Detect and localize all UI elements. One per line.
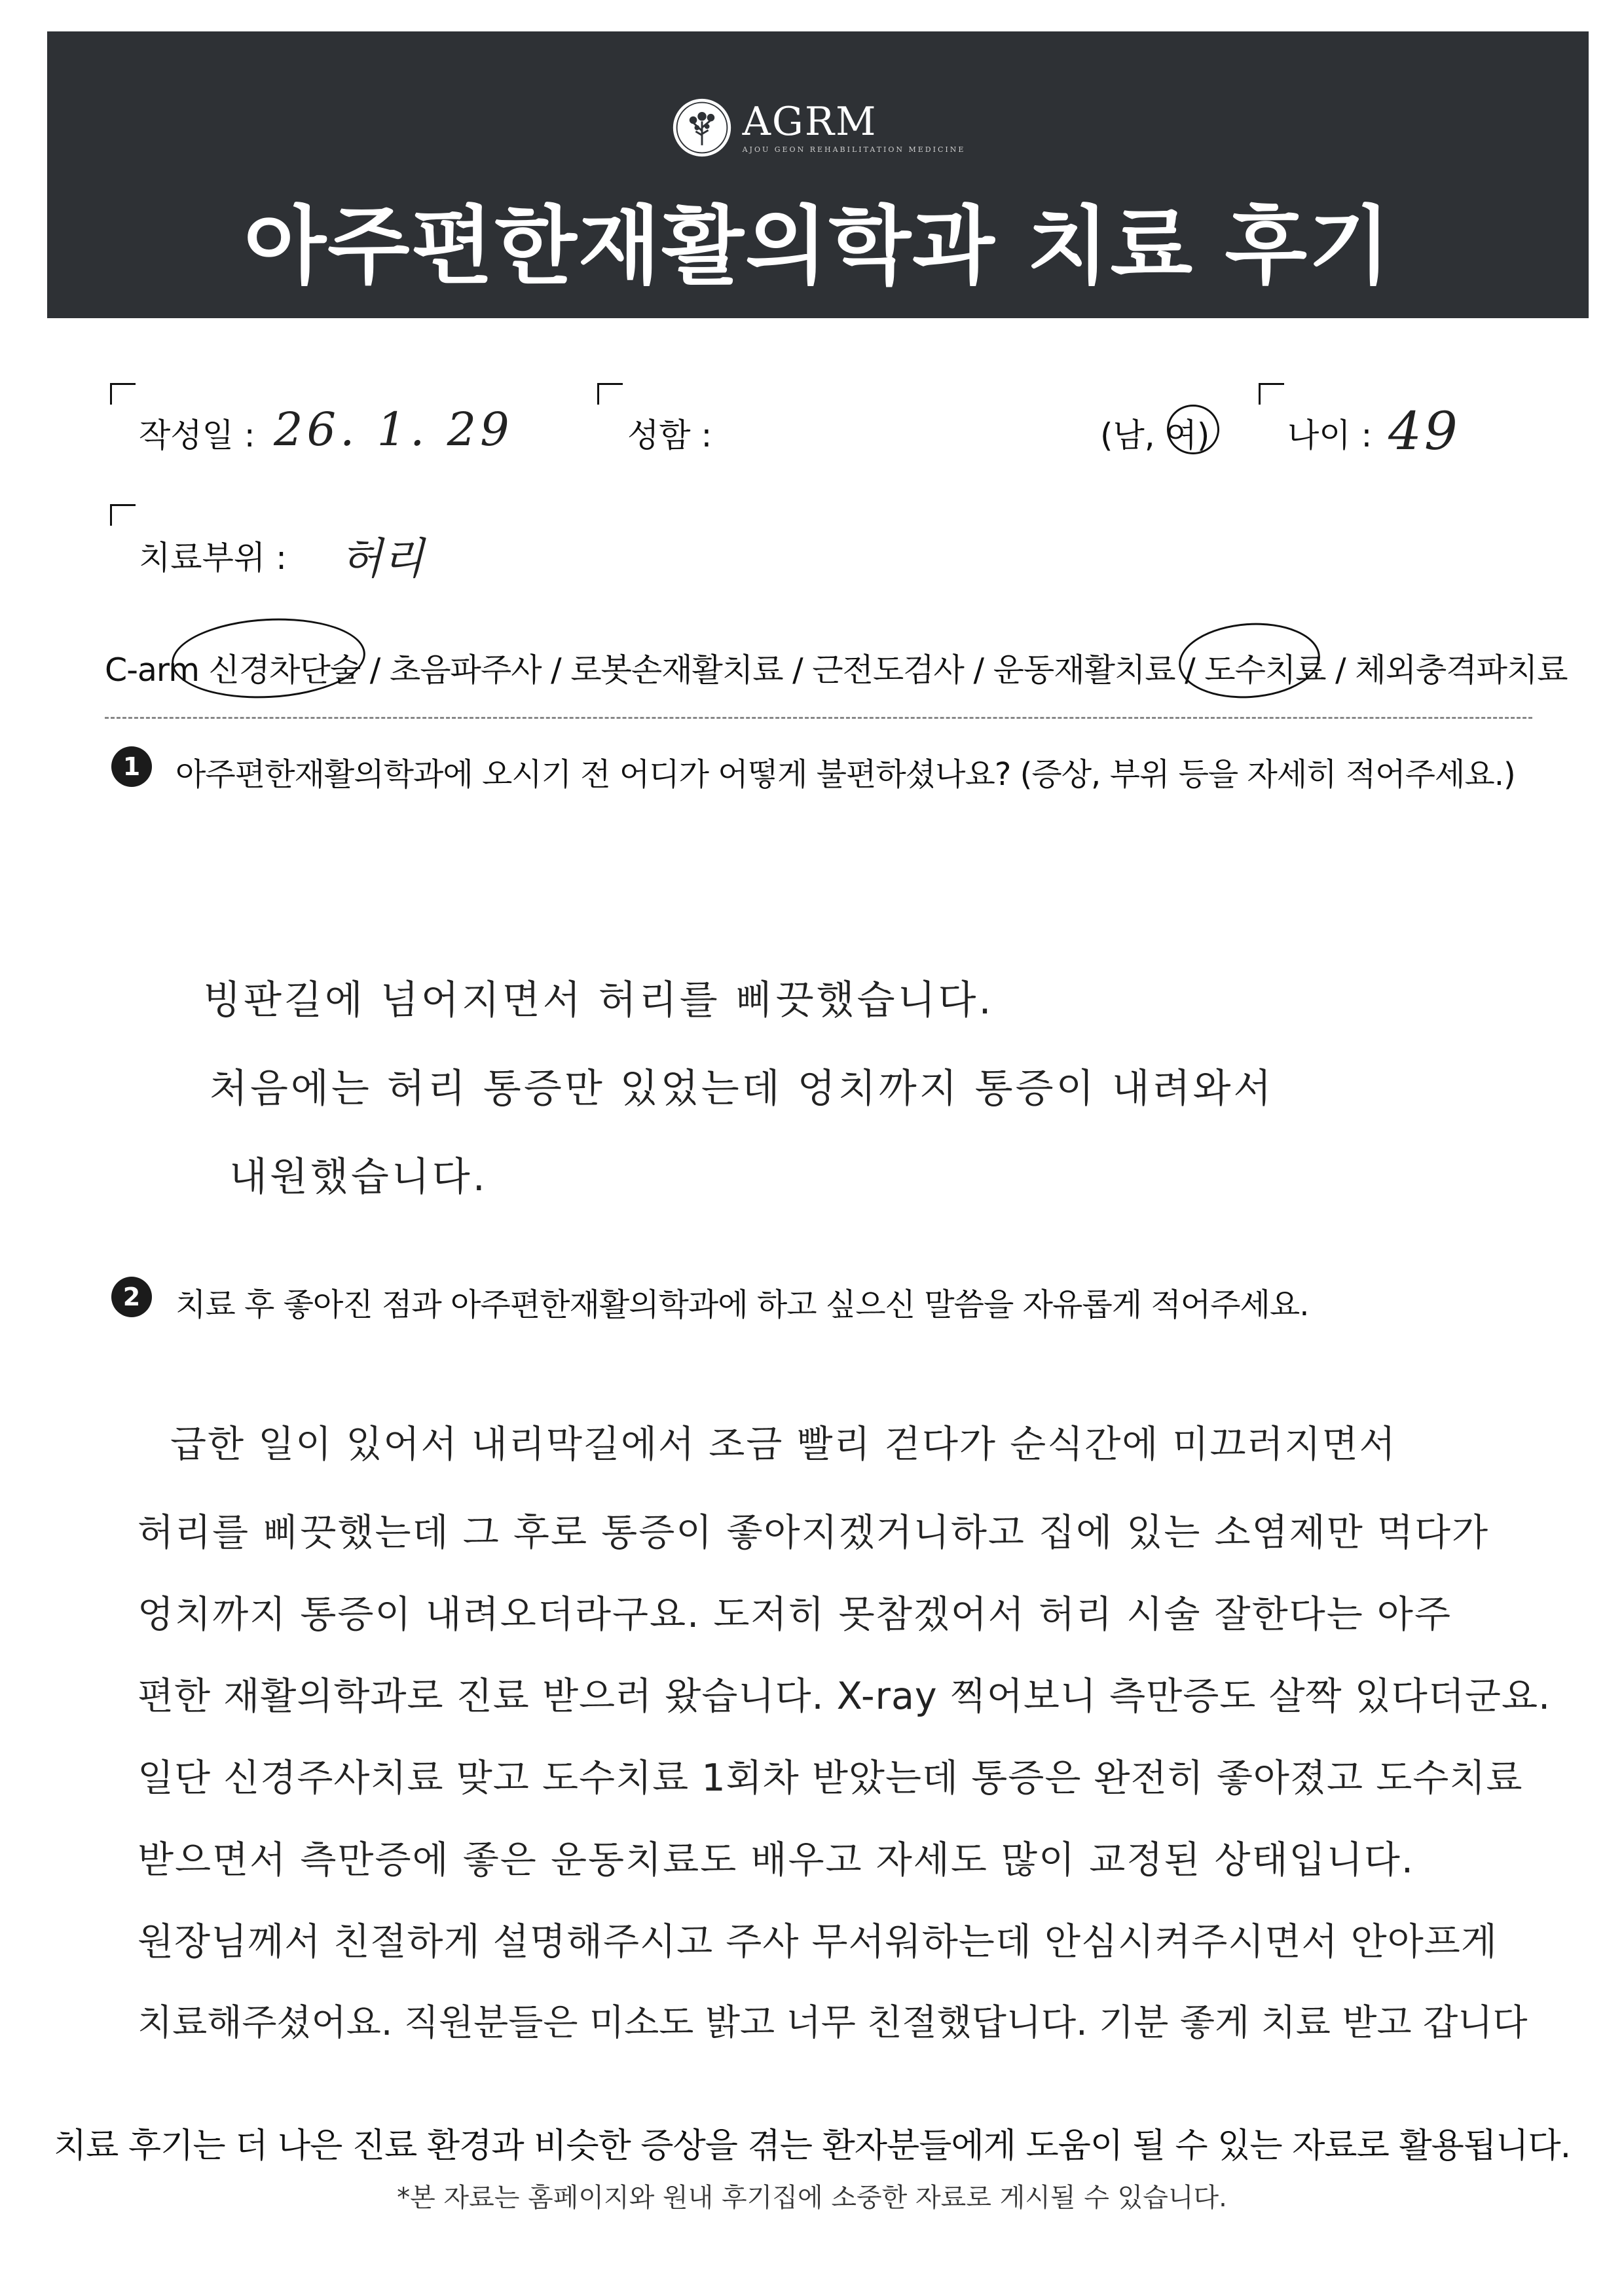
logo xyxy=(47,92,1589,164)
treatment-option-robot[interactable]: 로봇손재활치료 xyxy=(570,651,783,689)
treatment-part-label: 치료부위 : xyxy=(139,539,287,577)
separator: / xyxy=(963,651,993,689)
answer-line: 내원했습니다. xyxy=(229,1154,488,1200)
answer-line: 엉치까지 통증이 내려오더라구요. 도저히 못참겠어서 허리 시술 잘한다는 아주 xyxy=(138,1593,1452,1636)
separator: / xyxy=(1325,651,1356,689)
answer-line: 편한 재활의학과로 진료 받으러 왔습니다. X-ray 찍어보니 측만증도 살짝 있다더군요. xyxy=(138,1675,1551,1718)
date-value[interactable]: 26. 1. 29 xyxy=(274,403,513,456)
answer-line: 급한 일이 있어서 내리막길에서 조금 빨리 걷다가 순식간에 미끄러지면서 xyxy=(170,1423,1397,1466)
page-title: 아주편한재활의학과 치료 후기 xyxy=(244,196,1392,296)
field-corner-mark xyxy=(110,504,136,526)
field-corner-mark xyxy=(1259,383,1284,405)
answer-line: 빙판길에 넘어지면서 허리를 삐끗했습니다. xyxy=(203,977,994,1023)
field-corner-mark xyxy=(597,383,623,405)
question-1-text: 아주편한재활의학과에 오시기 전 어디가 어떻게 불편하셨나요? (증상, 부위 등을 자세히 적어주세요.) xyxy=(175,756,1515,793)
footer-notice: 치료 후기는 더 나은 진료 환경과 비슷한 증상을 겪는 환자분들에게 도움이 될 수 있는 자료로 활용됩니다. xyxy=(53,2126,1571,2166)
gender-options[interactable]: (남, 여) xyxy=(1100,416,1210,454)
separator: / xyxy=(541,651,571,689)
treatment-option-carm[interactable]: C-arm 신경차단술 xyxy=(105,651,361,689)
answer-line: 받으면서 측만증에 좋은 운동치료도 배우고 자세도 많이 교정된 상태입니다. xyxy=(138,1838,1414,1882)
answer-line: 일단 신경주사치료 맞고 도수치료 1회차 받았는데 통증은 완전히 좋아졌고 도수치료 xyxy=(138,1757,1523,1800)
logo-text: AGRM xyxy=(742,98,877,145)
age-value[interactable]: 49 xyxy=(1388,401,1460,462)
header-banner xyxy=(47,31,1589,318)
separator: / xyxy=(1175,651,1205,689)
question-2-text: 치료 후 좋아진 점과 아주편한재활의학과에 하고 싶으신 말씀을 자유롭게 적어주세요. xyxy=(175,1286,1309,1323)
field-corner-mark xyxy=(110,383,136,405)
treatment-option-exercise[interactable]: 운동재활치료 xyxy=(993,651,1175,689)
answer-line: 치료해주셨어요. 직원분들은 미소도 밝고 너무 친절했답니다. 기분 좋게 치료 받고 갑니다 xyxy=(138,2001,1528,2043)
treatment-option-emg[interactable]: 근전도검사 xyxy=(812,651,964,689)
treatment-option-shockwave[interactable]: 체외충격파치료 xyxy=(1355,651,1568,689)
treatment-option-ultrasound[interactable]: 초음파주사 xyxy=(389,651,542,689)
age-label: 나이 : xyxy=(1287,416,1373,454)
footer-disclaimer: *본 자료는 홈페이지와 원내 후기집에 소중한 자료로 게시될 수 있습니다. xyxy=(397,2183,1227,2213)
separator: / xyxy=(360,651,390,689)
answer-line: 원장님께서 친절하게 설명해주시고 주사 무서워하는데 안심시켜주시면서 안아프게 xyxy=(138,1920,1498,1963)
treatment-option-manual[interactable]: 도수치료 xyxy=(1204,651,1326,689)
treatment-options xyxy=(105,645,1568,691)
date-label: 작성일 : xyxy=(139,416,255,454)
treatment-part-value[interactable]: 허리 xyxy=(341,534,424,584)
logo-subtitle: AJOU GEON REHABILITATION MEDICINE xyxy=(742,145,966,154)
answer-line: 처음에는 허리 통증만 있었는데 엉치까지 통증이 내려와서 xyxy=(210,1066,1274,1112)
answer-line: 허리를 삐끗했는데 그 후로 통증이 좋아지겠거니하고 집에 있는 소염제만 먹다가 xyxy=(138,1511,1490,1554)
question-number-1: 1 xyxy=(111,746,152,787)
divider xyxy=(105,717,1532,719)
question-number-2: 2 xyxy=(111,1277,152,1317)
tree-logo-icon xyxy=(671,96,733,159)
name-label: 성함 : xyxy=(627,416,712,454)
separator: / xyxy=(783,651,813,689)
